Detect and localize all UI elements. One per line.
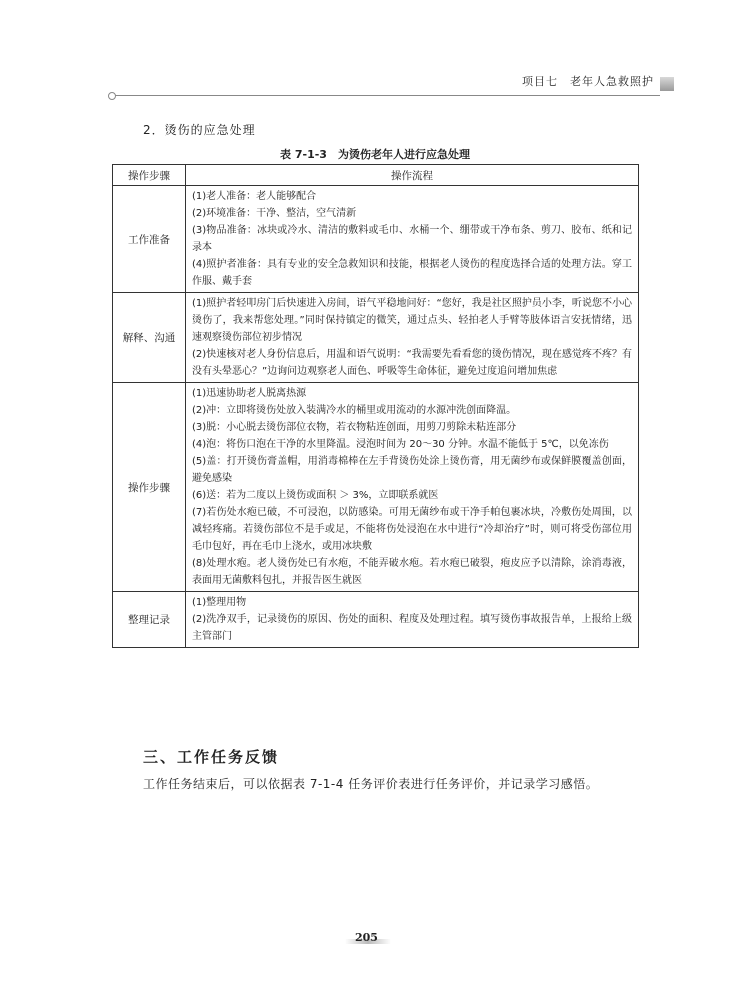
flow-line: (7)若伤处水疱已破，不可浸泡，以防感染。可用无菌纱布或干净手帕包裹冰块，冷敷伤处周围，以减轻疼痛。若烫伤部位不是手或足，不能将伤处浸泡在水中进行“冷却治疗”时，则可将受伤部位用毛巾包好，再在毛巾上浇水，或用冰块敷 bbox=[192, 507, 632, 552]
flow-line: (1)整理用物 bbox=[192, 597, 247, 608]
chapter-header: 项目七 老年人急救照护 bbox=[522, 75, 654, 88]
procedure-table bbox=[112, 164, 639, 648]
header-rule-dot bbox=[108, 92, 116, 100]
header-rule bbox=[112, 95, 660, 96]
flow-line: (3)脱：小心脱去烫伤部位衣物，若衣物粘连创面，用剪刀剪除未粘连部分 bbox=[192, 422, 517, 433]
flow-line: (2)环境准备：干净、整洁，空气清新 bbox=[192, 208, 357, 219]
table-header-row bbox=[113, 165, 639, 186]
table-row-records bbox=[113, 592, 639, 648]
table-caption: 表 7-1-3 为烫伤老年人进行应急处理 bbox=[280, 148, 470, 161]
table-row-communication bbox=[113, 293, 639, 383]
flow-cell bbox=[186, 592, 639, 648]
section-heading: 2．烫伤的应急处理 bbox=[143, 123, 256, 137]
flow-line: (8)处理水疱。老人烫伤处已有水疱，不能弄破水疱。若水疱已破裂，疱皮应予以清除，涂消毒液，表面用无菌敷料包扎，并报告医生就医 bbox=[192, 558, 632, 586]
step-cell: 操作步骤 bbox=[113, 383, 186, 592]
step-cell: 整理记录 bbox=[113, 592, 186, 648]
flow-line: (6)送：若为二度以上烫伤或面积 ＞ 3%，立即联系就医 bbox=[192, 490, 439, 501]
flow-line: (1)老人准备：老人能够配合 bbox=[192, 191, 317, 202]
flow-line: (2)洗净双手，记录烫伤的原因、伤处的面积、程度及处理过程。填写烫伤事故报告单，上报给上级主管部门 bbox=[192, 614, 632, 642]
step-cell: 工作准备 bbox=[113, 186, 186, 293]
flow-line: (2)快速核对老人身份信息后，用温和语气说明：“我需要先看看您的烫伤情况，现在感觉疼不疼？有没有头晕恶心？”边询问边观察老人面色、呼吸等生命体征，避免过度追问增加焦虑 bbox=[192, 349, 632, 377]
flow-line: (3)物品准备：冰块或冷水、清洁的敷料或毛巾、水桶一个、绷带或干净布条、剪刀、胶布、纸和记录本 bbox=[192, 225, 632, 253]
header-tab-block bbox=[660, 77, 674, 91]
column-header-step: 操作步骤 bbox=[113, 165, 186, 186]
column-header-flow: 操作流程 bbox=[186, 165, 639, 186]
table-row-preparation bbox=[113, 186, 639, 293]
flow-line: (4)泡：将伤口泡在干净的水里降温。浸泡时间为 20～30 分钟。水温不能低于 5℃，以免冻伤 bbox=[192, 439, 609, 450]
flow-line: (2)冲：立即将烫伤处放入装满冷水的桶里或用流动的水源冲洗创面降温。 bbox=[192, 405, 517, 416]
section-heading-feedback: 三、工作任务反馈 bbox=[143, 748, 280, 766]
flow-cell bbox=[186, 383, 639, 592]
flow-line: (4)照护者准备：具有专业的安全急救知识和技能，根据老人烫伤的程度选择合适的处理方法。穿工作服、戴手套 bbox=[192, 259, 632, 287]
flow-cell bbox=[186, 293, 639, 383]
table-row-operation bbox=[113, 383, 639, 592]
flow-line: (5)盖：打开烫伤膏盖帽，用消毒棉棒在左手背烫伤处涂上烫伤膏，用无菌纱布或保鲜膜覆盖创面，避免感染 bbox=[192, 456, 632, 484]
step-cell: 解释、沟通 bbox=[113, 293, 186, 383]
feedback-paragraph: 工作任务结束后，可以依据表 7-1-4 任务评价表进行任务评价，并记录学习感悟。 bbox=[143, 777, 599, 791]
page-number: 205 bbox=[355, 931, 378, 944]
flow-line: (1)照护者轻叩房门后快速进入房间，语气平稳地问好：“您好，我是社区照护员小李，听说您不小心烫伤了，我来帮您处理。”同时保持镇定的微笑，通过点头、轻拍老人手臂等肢体语言安抚情绪，迅速观察烫伤部位初步情况 bbox=[192, 298, 632, 343]
flow-cell bbox=[186, 186, 639, 293]
flow-line: (1)迅速协助老人脱离热源 bbox=[192, 388, 307, 399]
